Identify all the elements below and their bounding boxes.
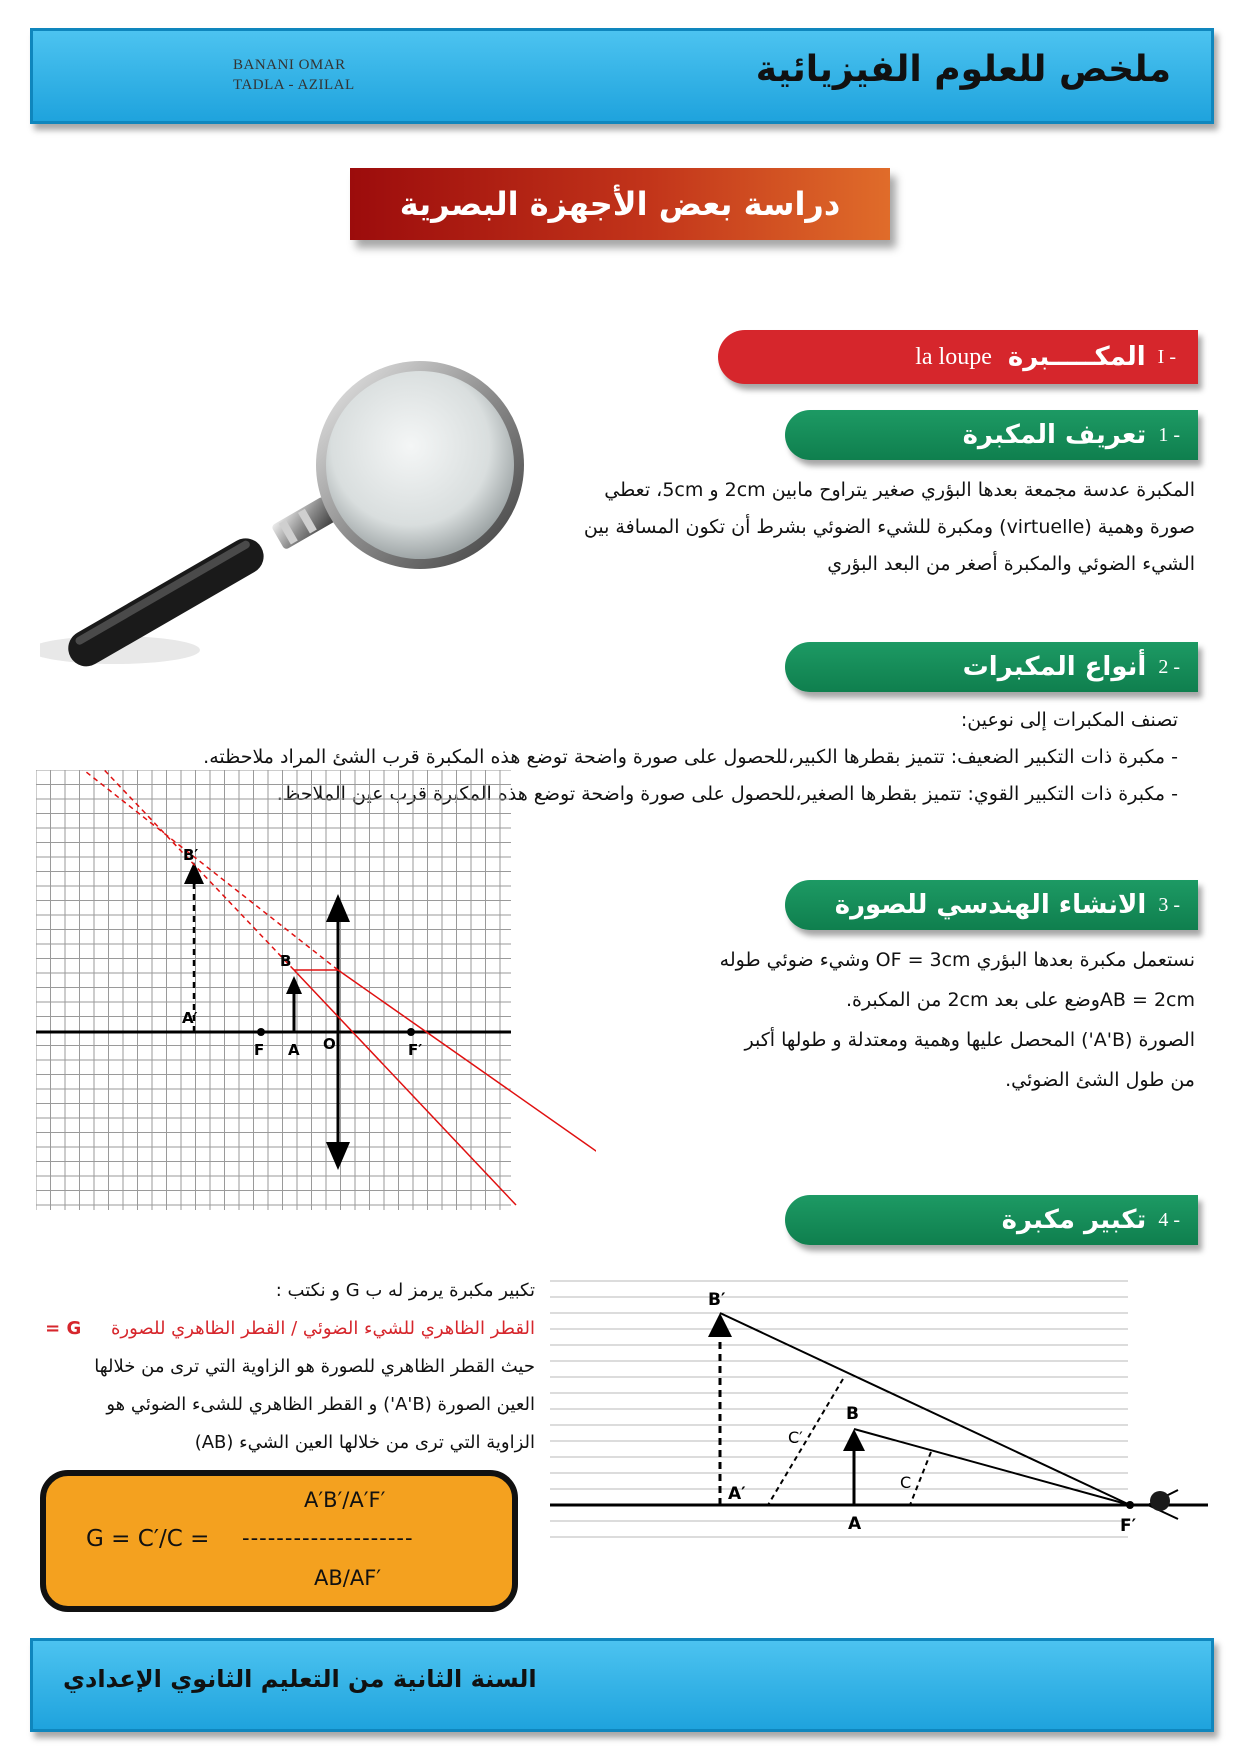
sub-4-title: تكبير مكبرة [1001, 1205, 1147, 1235]
footer-bar [30, 1638, 1214, 1732]
sub-3-ribbon [785, 880, 1198, 930]
label-a: A [848, 1514, 862, 1534]
focal-point-f-prime [407, 1028, 415, 1036]
label-a-prime: A′ [182, 1009, 198, 1027]
lens-arrow-bottom [326, 1142, 350, 1170]
label-o: O [323, 1035, 336, 1053]
section-1-title: المكـــــبرة [1007, 342, 1146, 372]
sub-2-ribbon [785, 642, 1198, 692]
label-b-prime: B′ [183, 846, 199, 864]
grid [36, 770, 511, 1210]
author-place: TADLA - AZILAL [233, 77, 355, 93]
sub-3-title: الانشاء الهندسي للصورة [834, 890, 1147, 920]
section-1-ribbon [718, 330, 1198, 384]
sub-3-line: AB = 2cmوضع على بعد 2cm من المكبرة. [845, 989, 1195, 1011]
author-block [233, 55, 355, 95]
sub-4-line-1: تكبير مكبرة يرمز له ب G و نكتب : [275, 1280, 535, 1301]
footer-title: السنة الثانية من التعليم الثانوي الإعدادي [63, 1665, 537, 1693]
sub-4-ribbon [785, 1195, 1198, 1245]
sub-1-title: تعريف المكبرة [962, 420, 1147, 450]
label-a-prime: A′ [728, 1484, 746, 1504]
header-title: ملخص للعلوم الفيزيائية [755, 49, 1171, 90]
angular-diameter-diagram [548, 1275, 1208, 1550]
author-name: BANANI OMAR [233, 57, 346, 73]
section-1-number: I - [1157, 345, 1176, 368]
object-arrow [286, 976, 302, 994]
formula-fraction-bar: -------------------- [242, 1526, 414, 1550]
sub-2-intro: تصنف المكبرات إلى نوعين: [960, 709, 1178, 731]
sub-1-text [540, 472, 1195, 583]
main-title-ribbon [350, 168, 890, 240]
observer-point [1126, 1501, 1134, 1509]
ray-center [294, 970, 516, 1205]
eye-icon [1148, 1490, 1196, 1519]
ruled-lines [550, 1281, 1128, 1537]
sub-2-number: 2 - [1158, 655, 1180, 678]
label-f: F [254, 1041, 265, 1059]
object-arrow [843, 1429, 865, 1451]
label-c-prime: C′ [788, 1428, 803, 1447]
sub-2-item: - مكبرة ذات التكبير الضعيف: تتميز بقطرها الكبير،للحصول على صورة واضحة توضع هذه المكبرة قرب الشئ المراد ملاحظته. [203, 746, 1178, 768]
sub-1-line: المكبرة عدسة مجمعة بعدها البؤري صغير يتراوح مابين 2cm و 5cm، تعطي [604, 479, 1195, 501]
label-b-prime: B′ [708, 1290, 726, 1310]
sub-4-text [40, 1272, 535, 1462]
sub-3-line: من طول الشئ الضوئي. [1005, 1069, 1195, 1091]
chord-c-prime [768, 1379, 843, 1505]
sub-1-ribbon [785, 410, 1198, 460]
formula-lhs: G = C′/C = [86, 1526, 210, 1552]
formula-denominator: AB/AF′ [314, 1566, 382, 1590]
sub-2-item: - مكبرة ذات التكبير القوي: تتميز بقطرها الصغير،للحصول على صورة واضحة توضع هذه المكبرة قرب عين الملاحظ. [276, 783, 1178, 805]
sub-1-line: الشيء الضوئي والمكبرة أصغر من البعد البؤري [827, 553, 1195, 575]
label-f-prime: F′ [1120, 1516, 1137, 1536]
ray-refracted [338, 970, 596, 1158]
sub-3-number: 3 - [1158, 893, 1180, 916]
sub-4-formula-text: القطر الظاهري للشيء الضوئي / القطر الظاهري للصورة [110, 1318, 535, 1339]
sub-1-number: 1 - [1158, 423, 1180, 446]
label-b: B [846, 1404, 859, 1424]
sub-3-text [640, 940, 1195, 1100]
sub-3-line: نستعمل مكبرة بعدها البؤري OF = 3cm وشيء ضوئي طوله [719, 949, 1195, 971]
label-b: B [280, 952, 292, 970]
magnifying-glass-icon [40, 350, 550, 680]
header-bar [30, 28, 1214, 124]
main-title: دراسة بعض الأجهزة البصرية [399, 185, 841, 223]
sub-1-line: صورة وهمية (virtuelle) ومكبرة للشيء الضوئي بشرط أن تكون المسافة بين [583, 516, 1195, 538]
sub-2-title: أنواع المكبرات [962, 652, 1147, 682]
label-a: A [288, 1041, 300, 1059]
lens-arrow-top [326, 894, 350, 922]
sub-4-number: 4 - [1158, 1208, 1180, 1231]
sub-4-line: العين الصورة (A'B') و القطر الظاهري للشىء الضوئي هو [106, 1394, 535, 1415]
sub-4-line: حيث القطر الظاهري للصورة هو الزاوية التي ترى من خلالها [94, 1356, 535, 1377]
sub-4-line: الزاوية التي ترى من خلالها العين الشيء (AB) [194, 1432, 535, 1453]
sub-4-formula-line [40, 1310, 535, 1348]
label-c: C [900, 1473, 912, 1492]
chord-c [910, 1452, 931, 1505]
ray-construction-diagram [36, 770, 596, 1210]
formula-numerator: A′B′/A′F′ [304, 1488, 386, 1512]
section-1-latin: la loupe [915, 343, 992, 370]
sub-3-line: الصورة (A'B') المحصل عليها وهمية ومعتدلة و طولها أكبر [744, 1029, 1195, 1051]
ray-extension-1 [76, 770, 338, 970]
magnification-formula-box [40, 1470, 518, 1612]
focal-point-f [257, 1028, 265, 1036]
sub-4-formula-lhs: G = [45, 1318, 82, 1339]
label-f-prime: F′ [408, 1041, 423, 1059]
